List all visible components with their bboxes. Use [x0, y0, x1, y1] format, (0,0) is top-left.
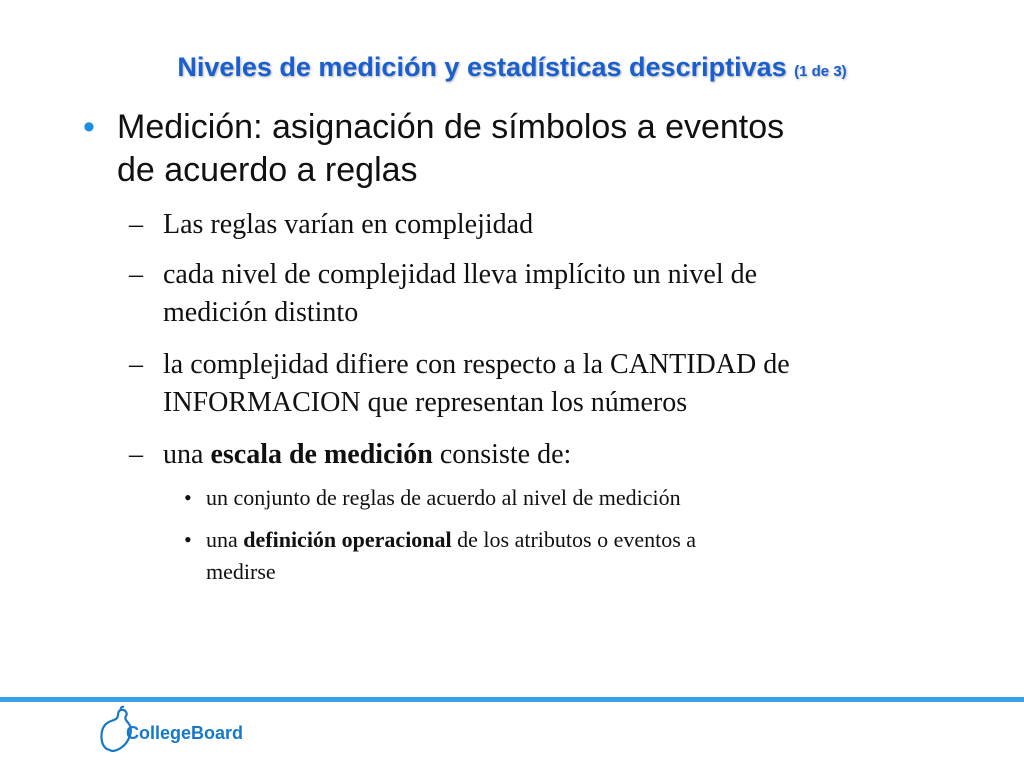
subsubbullet-2	[184, 524, 866, 588]
slide-title-text: Niveles de medición y estadísticas descriptivas	[177, 52, 787, 82]
subsubbullet-2-line2: medirse	[206, 559, 276, 584]
subbullet-2	[129, 256, 963, 332]
dash-icon: –	[129, 259, 143, 290]
main-bullet-icon: •	[83, 108, 95, 146]
slide-title-suffix: (1 de 3)	[794, 63, 847, 80]
main-bullet	[83, 106, 947, 192]
slide-title	[0, 52, 1024, 83]
dot-icon: •	[184, 527, 192, 552]
subsubbullet-1	[184, 482, 866, 514]
dot-icon: •	[184, 485, 192, 510]
subbullet-3-line2: INFORMACION que representan los números	[163, 387, 688, 418]
subbullet-4-prefix: una	[163, 439, 211, 470]
subbullet-1-line1: Las reglas varían en complejidad	[163, 209, 534, 240]
main-bullet-line2: de acuerdo a reglas	[117, 151, 418, 189]
dash-icon: –	[129, 209, 143, 240]
footer-rule	[0, 697, 1024, 702]
subsubbullet-1-line1: un conjunto de reglas de acuerdo al nivel de medición	[206, 485, 681, 510]
subbullet-1	[129, 206, 963, 244]
subbullet-3	[129, 346, 963, 422]
dash-icon: –	[129, 439, 143, 470]
subbullet-2-line2: medición distinto	[163, 297, 359, 328]
logo-text: CollegeBoard	[126, 723, 244, 743]
subsubbullet-2-suffix: de los atributos o eventos a	[451, 527, 697, 552]
subsubbullet-2-bold: definición operacional	[243, 527, 452, 552]
dash-icon: –	[129, 349, 143, 380]
collegeboard-logo	[98, 705, 278, 755]
subsubbullet-2-prefix: una	[206, 527, 244, 552]
subbullet-3-line1: la complejidad difiere con respecto a la CANTIDAD de	[163, 349, 790, 380]
subbullet-4-line1	[163, 436, 963, 474]
subbullet-4	[129, 436, 963, 474]
subsubbullet-2-line1	[206, 524, 866, 556]
subbullet-4-bold: escala de medición	[210, 439, 433, 470]
main-bullet-line1: Medición: asignación de símbolos a eventos	[117, 108, 785, 146]
subbullet-2-line1: cada nivel de complejidad lleva implícito un nivel de	[163, 259, 758, 290]
subbullet-4-suffix: consiste de:	[432, 439, 572, 470]
